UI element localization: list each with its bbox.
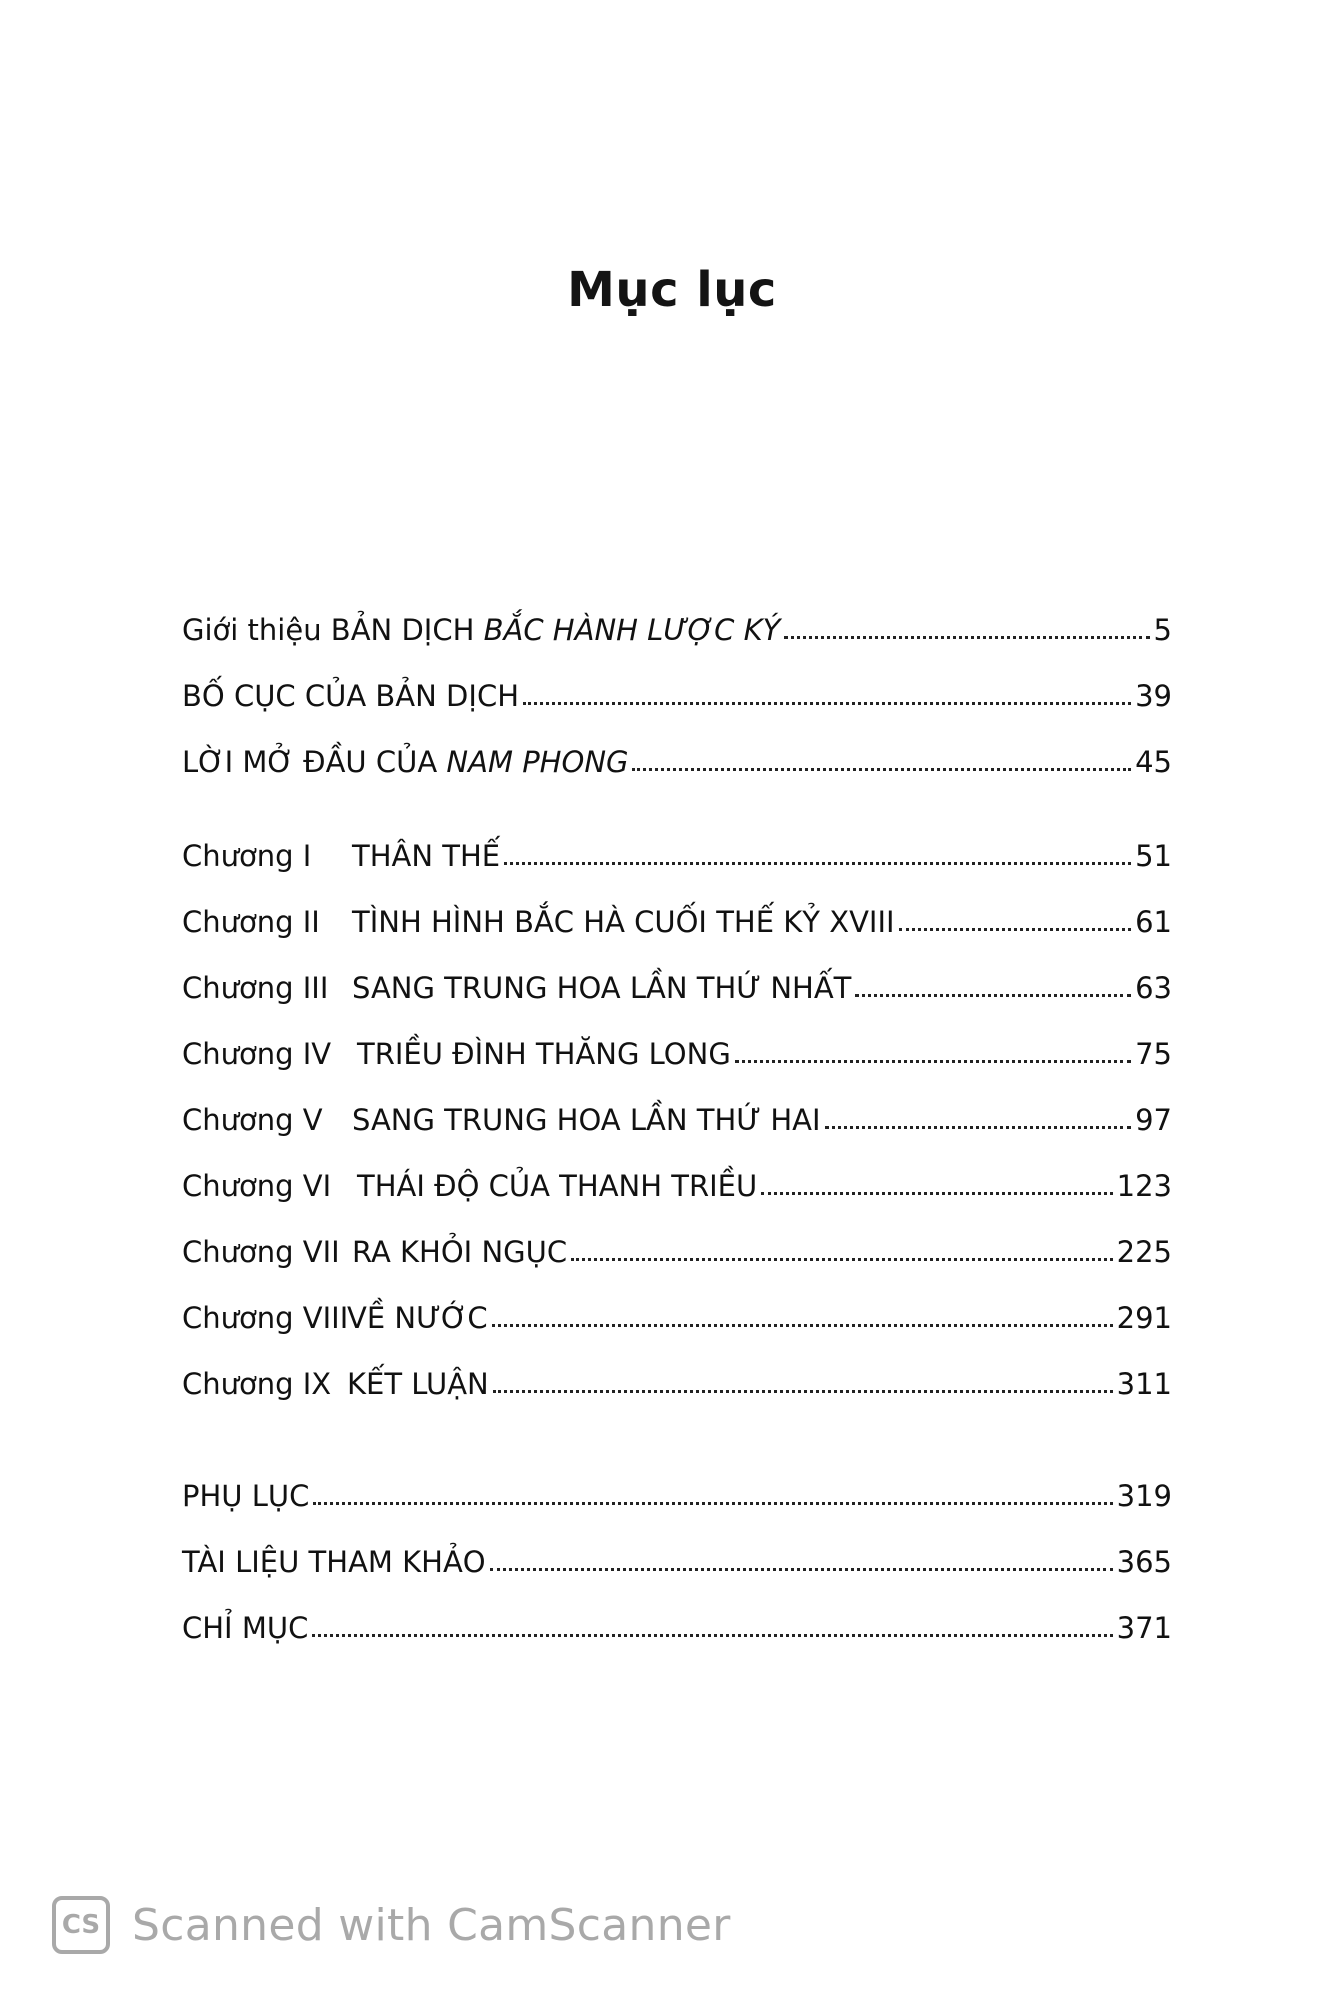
camscanner-logo-icon: CS (52, 1896, 110, 1954)
chapter-page: 63 (1135, 971, 1172, 1005)
toc-entry-label: TÀI LIỆU THAM KHẢO (182, 1545, 486, 1579)
chapter-page: 51 (1135, 839, 1172, 873)
chapter-number: Chương II (182, 905, 320, 939)
toc-chapter-5 (182, 1094, 1172, 1138)
chapter-title: RA KHỎI NGỤC (352, 1235, 568, 1269)
chapter-title: THÂN THẾ (352, 839, 501, 873)
toc-entry-structure (182, 670, 1172, 714)
toc-chapter-8 (182, 1292, 1172, 1336)
toc-entry-label: LỜI MỞ ĐẦU CỦA NAM PHONG (182, 745, 629, 779)
toc-chapter-9 (182, 1358, 1172, 1402)
chapter-number: Chương IV (182, 1037, 332, 1071)
dot-leader (825, 1126, 1132, 1129)
toc-entry-label: PHỤ LỤC (182, 1479, 310, 1513)
camscanner-watermark (52, 1890, 731, 1960)
toc-entry-appendix (182, 1470, 1172, 1514)
chapter-page: 75 (1135, 1037, 1172, 1071)
dot-leader (493, 1390, 1113, 1393)
toc-entry-page: 365 (1116, 1545, 1172, 1579)
toc-entry-page: 5 (1153, 613, 1172, 647)
chapter-page: 123 (1116, 1169, 1172, 1203)
dot-leader (571, 1258, 1113, 1261)
chapter-title: VỀ NƯỚC (347, 1301, 488, 1335)
toc-entry-page: 319 (1116, 1479, 1172, 1513)
chapter-page: 291 (1116, 1301, 1172, 1335)
toc-chapter-3 (182, 962, 1172, 1006)
dot-leader (761, 1192, 1112, 1195)
chapter-number: Chương VI (182, 1169, 332, 1203)
chapter-title: TÌNH HÌNH BẮC HÀ CUỐI THẾ KỶ XVIII (352, 905, 895, 939)
toc-entry-page: 45 (1135, 745, 1172, 779)
dot-leader (899, 928, 1132, 931)
chapter-number: Chương VII (182, 1235, 340, 1269)
dot-leader (735, 1060, 1131, 1063)
chapter-title: TRIỀU ĐÌNH THĂNG LONG (357, 1037, 731, 1071)
dot-leader (632, 768, 1131, 771)
chapter-number: Chương VIII (182, 1301, 349, 1335)
chapter-number: Chương IX (182, 1367, 332, 1401)
toc-chapter-6 (182, 1160, 1172, 1204)
page-title: Mục lục (567, 262, 777, 318)
chapter-page: 311 (1116, 1367, 1172, 1401)
toc-entry-page: 371 (1116, 1611, 1172, 1645)
chapter-number: Chương I (182, 839, 312, 873)
toc-entry-page: 39 (1135, 679, 1172, 713)
chapter-number: Chương V (182, 1103, 323, 1137)
dot-leader (490, 1568, 1113, 1571)
dot-leader (504, 862, 1131, 865)
dot-leader (312, 1634, 1112, 1637)
dot-leader (313, 1502, 1112, 1505)
chapter-title: THÁI ĐỘ CỦA THANH TRIỀU (357, 1169, 758, 1203)
dot-leader (523, 702, 1131, 705)
toc-entry-label: BỐ CỤC CỦA BẢN DỊCH (182, 679, 519, 713)
chapter-title: KẾT LUẬN (347, 1367, 489, 1401)
toc-entry-foreword (182, 736, 1172, 780)
toc-chapter-1 (182, 830, 1172, 874)
chapter-number: Chương III (182, 971, 329, 1005)
watermark-text: Scanned with CamScanner (132, 1899, 731, 1951)
chapter-page: 61 (1135, 905, 1172, 939)
dot-leader (492, 1324, 1113, 1327)
chapter-page: 225 (1116, 1235, 1172, 1269)
dot-leader (784, 636, 1149, 639)
toc-entry-label: CHỈ MỤC (182, 1611, 309, 1645)
toc-chapter-4 (182, 1028, 1172, 1072)
toc-entry-references (182, 1536, 1172, 1580)
toc-chapter-2 (182, 896, 1172, 940)
dot-leader (855, 994, 1131, 997)
chapter-title: SANG TRUNG HOA LẦN THỨ HAI (352, 1103, 821, 1137)
chapter-title: SANG TRUNG HOA LẦN THỨ NHẤT (352, 971, 852, 1005)
toc-entry-intro (182, 604, 1172, 648)
toc-entry-label: Giới thiệu BẢN DỊCH BẮC HÀNH LƯỢC KÝ (182, 613, 781, 647)
toc-entry-index (182, 1602, 1172, 1646)
toc-chapter-7 (182, 1226, 1172, 1270)
chapter-page: 97 (1135, 1103, 1172, 1137)
